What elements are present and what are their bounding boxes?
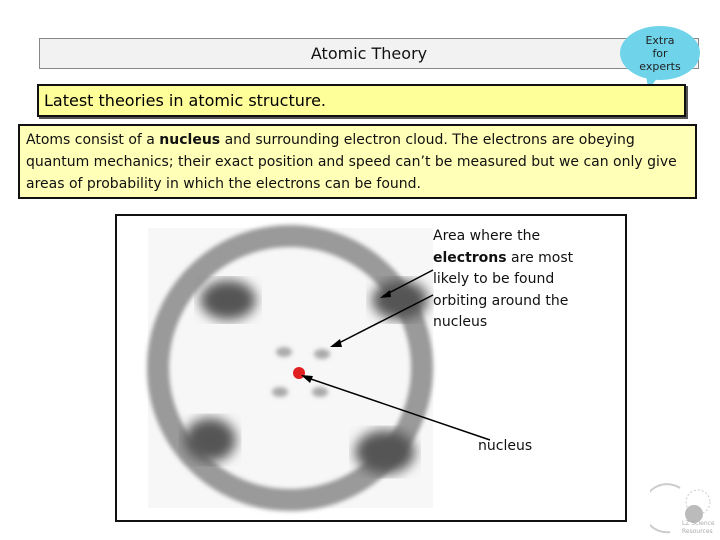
svg-text:Resources: Resources	[682, 528, 713, 535]
badge-line: for	[652, 46, 668, 60]
electron-lobe	[372, 280, 428, 320]
electron-lobe	[355, 430, 415, 474]
body-text-part: Atoms consist of a	[26, 132, 160, 148]
caption-part: Area where the	[433, 228, 541, 244]
svg-text:LZ Science: LZ Science	[682, 520, 715, 527]
slide-title: Atomic Theory	[310, 44, 428, 63]
body-text-part: and surrounding electron cloud. The electrons are obeying quantum mechanics; their exact position and speed can’t be measured but we can only give areas of probability in which the electrons can be found.	[26, 132, 677, 192]
body-text-bold: nucleus	[159, 132, 221, 148]
caption-part: are most likely to be found orbiting around the nucleus	[433, 249, 574, 330]
nucleus-dot	[293, 367, 305, 379]
electron-area-caption	[433, 226, 593, 334]
badge-line: Extra	[645, 33, 675, 47]
electron-lobe	[184, 418, 236, 462]
badge-line: experts	[639, 59, 681, 73]
lz-science-logo	[650, 482, 716, 538]
electron-lobe	[200, 280, 256, 320]
section-heading: Latest theories in atomic structure.	[37, 84, 686, 117]
caption-bold: electrons	[433, 249, 507, 266]
nucleus-label: nucleus	[478, 438, 533, 454]
